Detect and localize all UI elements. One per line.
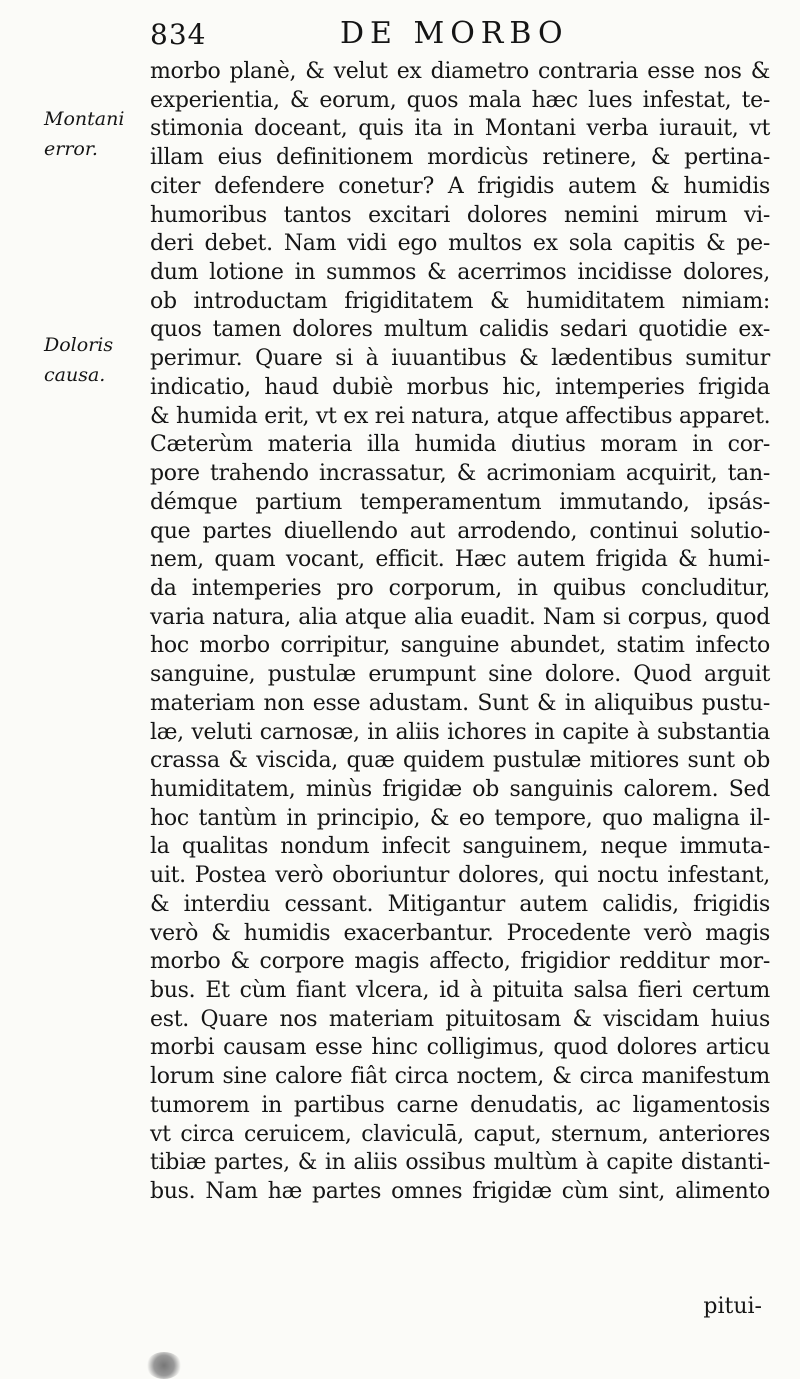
ink-smudge (146, 1352, 182, 1379)
margin-note-line: error. (44, 138, 98, 160)
text-line: sanguine, pustulæ erumpunt sine dolore. Quod arguit (150, 662, 770, 688)
text-line: da intemperies pro corporum, in quibus concluditur, (150, 575, 770, 601)
text-line: lorum sine calore fiât circa noctem, & circa manifestum (150, 1064, 770, 1090)
text-line: nem, quam vocant, efficit. Hæc autem frigida & humi- (150, 547, 770, 573)
margin-note-line: causa. (44, 364, 106, 386)
text-line: morbo & corpore magis affecto, frigidior redditur mor- (150, 949, 770, 975)
text-line: humiditatem, minùs frigidæ ob sanguinis calorem. Sed (150, 776, 770, 802)
catchword: pitui- (703, 1294, 762, 1319)
text-line: hoc morbo corripitur, sanguine abundet, statim infecto (150, 633, 770, 659)
margin-note-doloris-causa (44, 330, 144, 390)
text-line: morbi causam esse hinc colligimus, quod dolores articu (150, 1035, 770, 1061)
text-line: morbo planè, & velut ex diametro contraria esse nos & (150, 59, 770, 84)
text-line: deri debet. Nam vidi ego multos ex sola capitis & pe- (150, 231, 770, 257)
text-line: uit. Postea verò oboriuntur dolores, qui noctu infestant, (150, 863, 770, 889)
text-line: est. Quare nos materiam pituitosam & viscidam huius (150, 1006, 770, 1032)
text-line: perimur. Quare si à iuuantibus & lædentibus sumitur (150, 346, 770, 372)
text-line: experientia, & eorum, quos mala hæc lues infestat, te- (150, 87, 770, 113)
text-line: humoribus tantos excitari dolores nemini mirum vi- (150, 202, 770, 228)
text-line: indicatio, haud dubiè morbus hic, intemperies frigida (150, 374, 770, 400)
margin-note-line: Doloris (44, 334, 114, 356)
margin-note-line: Montani (44, 108, 125, 130)
margin-note-montani-error (44, 104, 144, 164)
text-line: illam eius definitionem mordicùs retinere, & pertina- (150, 145, 770, 171)
page-number: 834 (150, 18, 207, 51)
running-head: DE MORBO (340, 16, 569, 51)
text-line: bus. Et cùm fiant vlcera, id à pituita salsa fieri certum (150, 978, 770, 1003)
text-line: tumorem in partibus carne denudatis, ac ligamentosis (150, 1092, 770, 1118)
text-line: verò & humidis exacerbantur. Procedente verò magis (150, 920, 770, 946)
text-line: hoc tantùm in principio, & eo tempore, quo maligna il- (150, 805, 770, 831)
text-line: vt circa ceruicem, claviculā, caput, sternum, anteriores (150, 1121, 770, 1147)
text-line: quos tamen dolores multum calidis sedari quotidie ex- (150, 317, 770, 343)
text-line: & interdiu cessant. Mitigantur autem calidis, frigidis (150, 891, 770, 917)
text-line: dum lotione in summos & acerrimos incidisse dolores, (150, 260, 770, 286)
text-line: Cæterùm materia illa humida diutius moram in cor- (150, 432, 770, 458)
text-line: démque partium temperamentum immutando, ipsás- (150, 489, 770, 515)
text-line: bus. Nam hæ partes omnes frigidæ cùm sint, alimento (150, 1179, 770, 1205)
text-line: & humida erit, vt ex rei natura, atque affectibus apparet. (150, 403, 771, 429)
text-line: que partes diuellendo aut arrodendo, continui solutio- (150, 518, 770, 544)
text-line: stimonia doceant, quis ita in Montani verba iurauit, vt (150, 116, 770, 142)
text-line: pore trahendo incrassatur, & acrimoniam acquirit, tan- (150, 461, 770, 487)
body-text (150, 58, 770, 1207)
text-line: varia natura, alia atque alia euadit. Nam si corpus, quod (150, 604, 770, 630)
text-line: crassa & viscida, quæ quidem pustulæ mitiores sunt ob (150, 748, 770, 774)
text-line: tibiæ partes, & in aliis ossibus multùm à capite distanti- (150, 1150, 770, 1176)
text-line: læ, veluti carnosæ, in aliis ichores in capite à substantia (150, 719, 770, 745)
text-line: ob introductam frigiditatem & humiditatem nimiam: (150, 288, 770, 314)
text-line: citer defendere conetur? A frigidis autem & humidis (150, 173, 770, 199)
page-header (150, 14, 770, 54)
text-line: materiam non esse adustam. Sunt & in aliquibus pustu- (150, 690, 770, 716)
text-line: la qualitas nondum infecit sanguinem, neque immuta- (150, 834, 770, 860)
